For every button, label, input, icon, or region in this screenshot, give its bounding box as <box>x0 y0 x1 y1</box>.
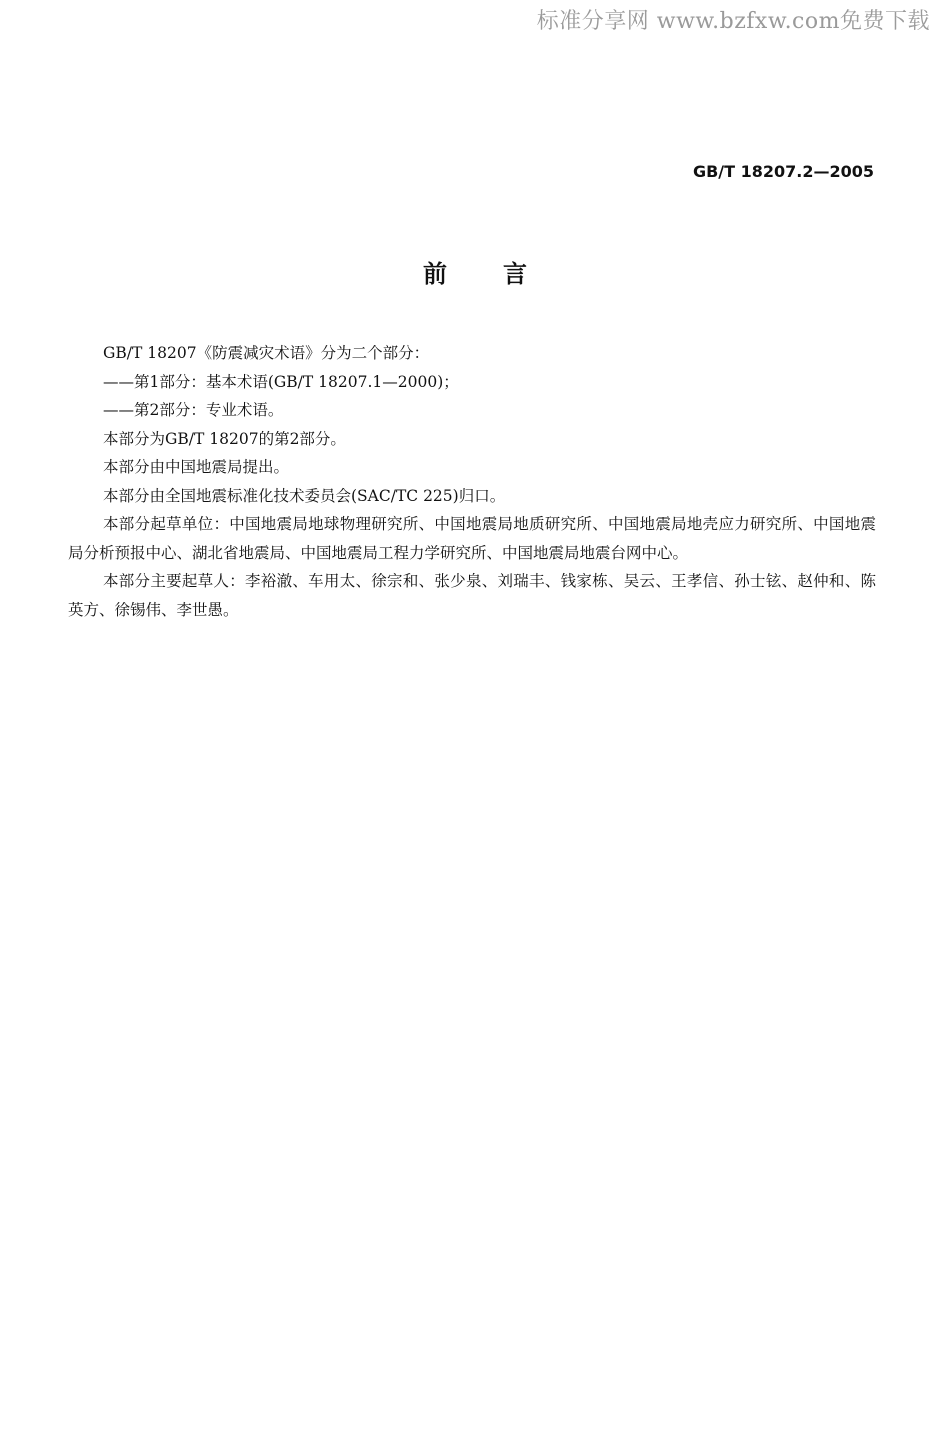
paragraph-part-2: ——第2部分：专业术语。 <box>103 401 284 419</box>
standard-number: GB/T 18207.2—2005 <box>692 162 874 181</box>
paragraph-parts-intro: GB/T 18207《防震减灾术语》分为二个部分： <box>103 344 430 362</box>
paragraph-part-1: ——第1部分：基本术语(GB/T 18207.1—2000)； <box>103 372 459 391</box>
paragraph-drafters: 本部分主要起草人：李裕澈、车用太、徐宗和、张少泉、刘瑞丰、钱家栋、吴云、王孝信、孙士铉、赵仲和、陈英方、徐锡伟、李世愚。 <box>68 572 876 619</box>
page-title: 前言 <box>423 260 583 288</box>
foreword-body <box>68 339 876 624</box>
paragraph-centralized-by: 本部分由全国地震标准化技术委员会(SAC/TC 225)归口。 <box>103 486 506 505</box>
watermark-text: 标准分享网 www.bzfxw.com免费下载 <box>536 9 930 34</box>
paragraph-drafting-units: 本部分起草单位：中国地震局地球物理研究所、中国地震局地质研究所、中国地震局地壳应力研究所、中国地震局分析预报中心、湖北省地震局、中国地震局工程力学研究所、中国地震局地震台网中心。 <box>68 515 876 562</box>
paragraph-proposed-by: 本部分由中国地震局提出。 <box>103 458 290 476</box>
paragraph-this-part: 本部分为GB/T 18207的第2部分。 <box>103 429 346 448</box>
